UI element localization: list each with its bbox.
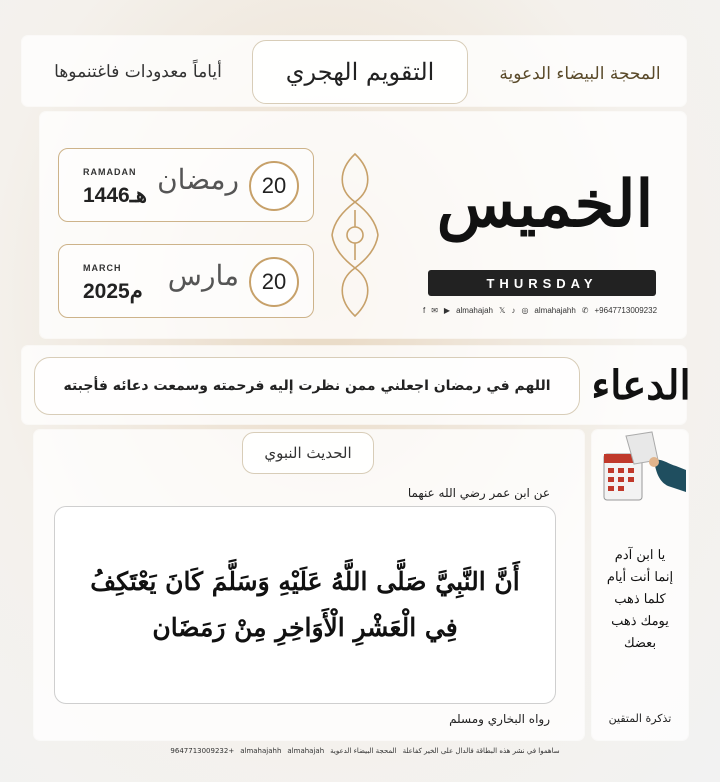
hijri-month-en: RAMADAN [83,167,137,177]
hadith-text: أَنَّ النَّبِيَّ صَلَّى اللَّهُ عَلَيْهِ وَسَلَّمَ كَانَ يَعْتَكِفُ فِي الْعَشْرِ الْأَوَاخِرِ مِنْ رَمَضَان [90,567,520,642]
footer-handle-1: almahajah [287,747,325,755]
weekday-en: THURSDAY [486,275,598,291]
motto [38,50,238,94]
hadith-narrator: عن ابن عمر رضي الله عنهما [407,486,550,500]
instagram-icon: ◎ [521,305,529,315]
hijri-date-pill [58,148,314,222]
ornament-divider-icon [328,150,382,320]
gregorian-month-ar: مارس [167,259,239,292]
org-name: المحجة البيضاء الدعوية [499,64,661,84]
motto-text: أياماً معدودات فاغتنموها [54,62,222,82]
reminder-title: تذكرة المتقين [608,712,672,725]
gregorian-month-en: MARCH [83,263,122,273]
weekday-ar: الخميس [436,167,654,242]
facebook-icon: f [422,305,426,315]
gregorian-year: 2025م [83,280,143,303]
x-icon: 𝕏 [498,305,506,315]
footer [120,740,610,762]
org-logo [480,46,680,102]
calendar-title: التقويم الهجري [285,58,435,86]
calendar-title-frame [252,40,468,104]
hijri-day: 20 [249,161,299,211]
footer-text: ساهموا في نشر هذه البطاقة فالدال على الخير كفاعلة [402,747,560,755]
email-icon: ✉ [431,305,438,315]
footer-phone: +9647713009232 [170,747,235,755]
dua-text: اللهم في رمضان اجعلني ممن نظرت إليه فرحمته وسمعت دعائه فأجبته [63,378,551,394]
social-handle-1: almahajah [456,305,493,315]
hadith-source: رواه البخاري ومسلم [449,712,550,726]
calendar-hand-illustration-icon [596,430,688,510]
weekday-en-bar [428,270,656,296]
gregorian-date-pill [58,244,314,318]
gregorian-day: 20 [249,257,299,307]
footer-org: المحجة البيضاء الدعوية [330,747,397,755]
hijri-month-ar: رمضان [157,163,239,196]
whatsapp-icon: ✆ [581,305,589,315]
youtube-icon: ▶ [443,305,451,315]
hadith-text-box [54,506,556,704]
phone-number: +9647713009232 [594,305,658,315]
footer-handle-2: almahajahh [240,747,282,755]
hadith-tag-label: الحديث النبوي [264,444,352,462]
social-links [410,302,670,318]
hijri-year: 1446هـ [83,184,147,207]
social-handle-2: almahajahh [534,305,576,315]
reminder-text: يا ابن آدم إنما أنت أيام كلما ذهب يومك ذهب بعضك [606,548,674,651]
tiktok-icon: ♪ [511,305,516,315]
dua-label: الدعاء [591,361,691,409]
hadith-tag [242,432,374,474]
dua-text-box [34,357,580,415]
